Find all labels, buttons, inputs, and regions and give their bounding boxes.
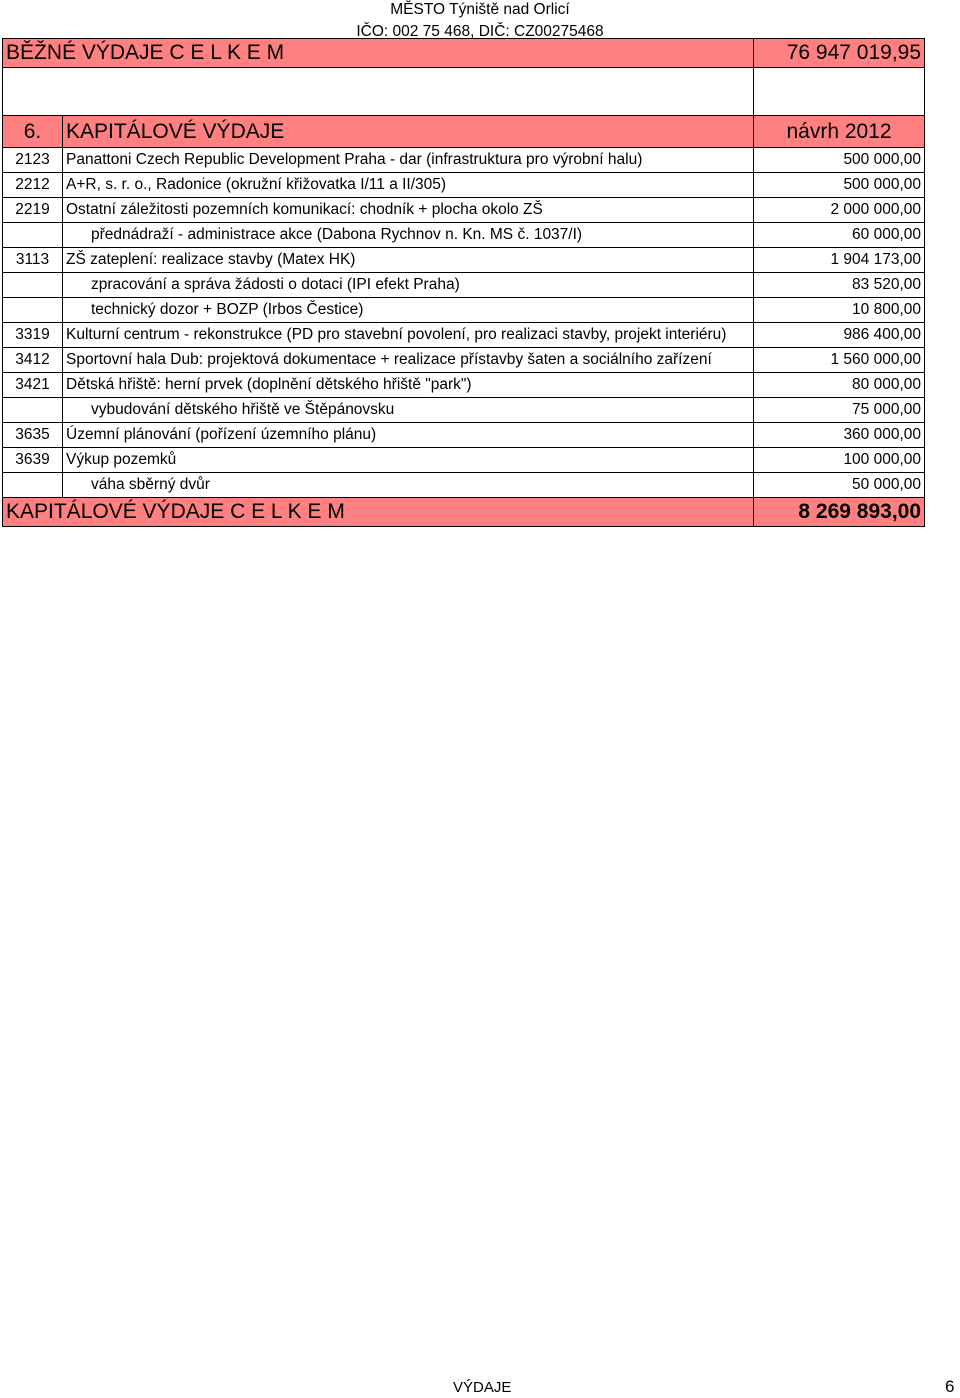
item-amount: 50 000,00 xyxy=(754,473,925,498)
section-title: KAPITÁLOVÉ VÝDAJE xyxy=(63,116,754,148)
item-amount: 986 400,00 xyxy=(754,323,925,348)
item-description: přednádraží - administrace akce (Dabona Rychnov n. Kn. MS č. 1037/I) xyxy=(63,223,754,248)
item-description: A+R, s. r. o., Radonice (okružní křižovatka I/11 a II/305) xyxy=(63,173,754,198)
item-description: Dětská hřiště: herní prvek (doplnění dětského hřiště "park") xyxy=(63,373,754,398)
table-row xyxy=(3,173,925,198)
footer-label: VÝDAJE xyxy=(453,1379,512,1396)
item-amount: 100 000,00 xyxy=(754,448,925,473)
table-row xyxy=(3,198,925,223)
table-row xyxy=(3,298,925,323)
running-expenditure-amount: 76 947 019,95 xyxy=(754,39,925,68)
table-row xyxy=(3,223,925,248)
item-description: vybudování dětského hřiště ve Štěpánovsku xyxy=(63,398,754,423)
table-row xyxy=(3,348,925,373)
blank-row xyxy=(3,68,925,116)
item-description: Územní plánování (pořízení územního plánu) xyxy=(63,423,754,448)
budget-code: 3319 xyxy=(3,323,63,348)
table-row xyxy=(3,398,925,423)
document-header-ids: IČO: 002 75 468, DIČ: CZ00275468 xyxy=(356,23,604,39)
table-row xyxy=(3,448,925,473)
item-description: Sportovní hala Dub: projektová dokumentace + realizace přístavby šaten a sociálního zařízení xyxy=(63,348,754,373)
item-description: váha sběrný dvůr xyxy=(63,473,754,498)
running-expenditure-total-row xyxy=(3,39,925,68)
table-row xyxy=(3,248,925,273)
capital-expenditure-table xyxy=(2,38,925,527)
budget-code: 3421 xyxy=(3,373,63,398)
item-amount: 500 000,00 xyxy=(754,173,925,198)
item-amount: 1 560 000,00 xyxy=(754,348,925,373)
document-header-city: MĚSTO Týniště nad Orlicí xyxy=(390,1,570,18)
budget-code: 3639 xyxy=(3,448,63,473)
page-number: 6 xyxy=(945,1377,955,1396)
table-row xyxy=(3,148,925,173)
item-description: zpracování a správa žádosti o dotaci (IPI efekt Praha) xyxy=(63,273,754,298)
item-amount: 80 000,00 xyxy=(754,373,925,398)
column-header-proposal: návrh 2012 xyxy=(754,116,925,148)
running-expenditure-label: BĚŽNÉ VÝDAJE C E L K E M xyxy=(3,39,754,68)
item-amount: 2 000 000,00 xyxy=(754,198,925,223)
section-header-row xyxy=(3,116,925,148)
item-amount: 75 000,00 xyxy=(754,398,925,423)
table-row xyxy=(3,323,925,348)
table-row xyxy=(3,473,925,498)
budget-code: 3635 xyxy=(3,423,63,448)
capital-expenditure-total-label: KAPITÁLOVÉ VÝDAJE C E L K E M xyxy=(3,498,754,527)
budget-code xyxy=(3,398,63,423)
item-amount: 10 800,00 xyxy=(754,298,925,323)
budget-code: 2123 xyxy=(3,148,63,173)
section-number: 6. xyxy=(3,116,63,148)
budget-code: 3113 xyxy=(3,248,63,273)
item-description: Panattoni Czech Republic Development Praha - dar (infrastruktura pro výrobní halu) xyxy=(63,148,754,173)
budget-code xyxy=(3,298,63,323)
item-amount: 360 000,00 xyxy=(754,423,925,448)
budget-code xyxy=(3,473,63,498)
budget-code xyxy=(3,223,63,248)
budget-code: 2219 xyxy=(3,198,63,223)
budget-code: 2212 xyxy=(3,173,63,198)
item-amount: 1 904 173,00 xyxy=(754,248,925,273)
item-description: technický dozor + BOZP (Irbos Čestice) xyxy=(63,298,754,323)
table-row xyxy=(3,373,925,398)
item-amount: 83 520,00 xyxy=(754,273,925,298)
item-description: ZŠ zateplení: realizace stavby (Matex HK) xyxy=(63,248,754,273)
budget-code xyxy=(3,273,63,298)
table-row xyxy=(3,273,925,298)
item-description: Ostatní záležitosti pozemních komunikací: chodník + plocha okolo ZŠ xyxy=(63,198,754,223)
capital-expenditure-total-row xyxy=(3,498,925,527)
table-row xyxy=(3,423,925,448)
item-amount: 60 000,00 xyxy=(754,223,925,248)
item-description: Výkup pozemků xyxy=(63,448,754,473)
capital-expenditure-total-amount: 8 269 893,00 xyxy=(754,498,925,527)
item-amount: 500 000,00 xyxy=(754,148,925,173)
item-description: Kulturní centrum - rekonstrukce (PD pro stavební povolení, pro realizaci stavby, projekt interiéru) xyxy=(63,323,754,348)
budget-code: 3412 xyxy=(3,348,63,373)
